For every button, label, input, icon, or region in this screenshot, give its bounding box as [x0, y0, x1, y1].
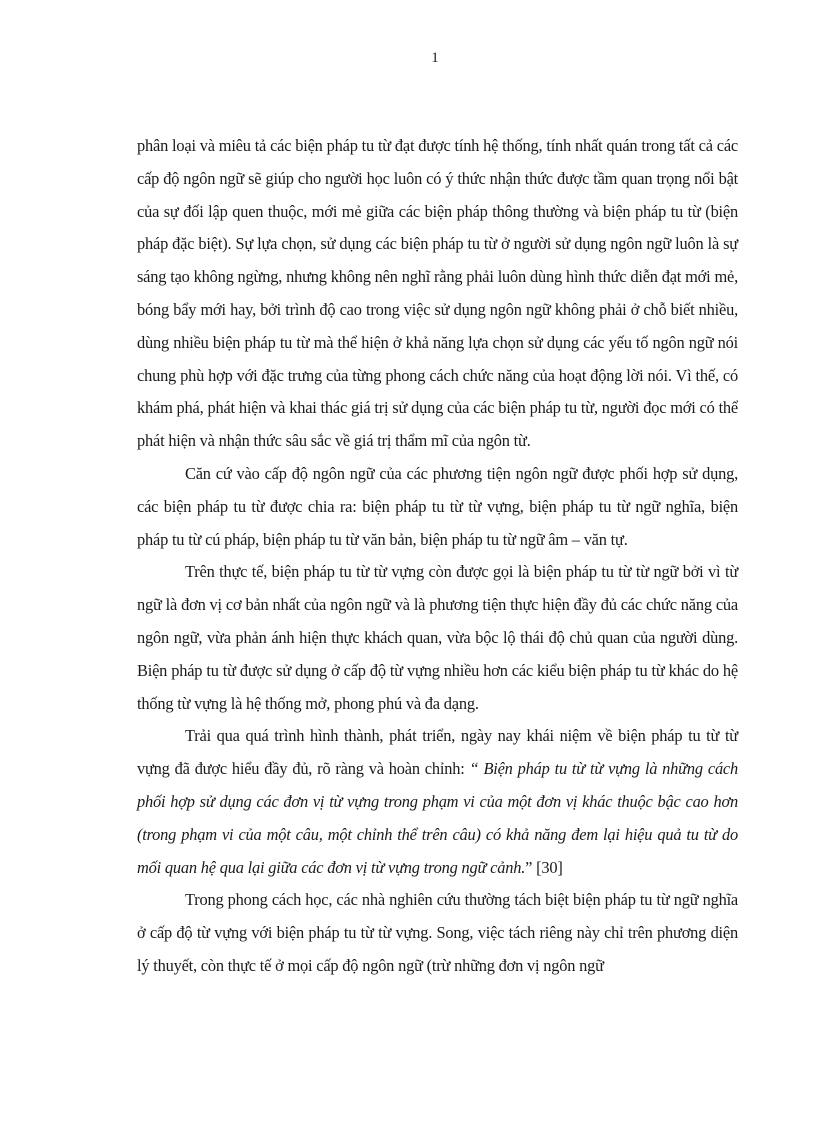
paragraph-4 — [137, 720, 738, 884]
paragraph-2: Căn cứ vào cấp độ ngôn ngữ của các phương tiện ngôn ngữ được phối hợp sử dụng, các biện pháp tu từ được chia ra: biện pháp tu từ từ vựng, biện pháp tu từ ngữ nghĩa, biện pháp tu từ cú pháp, biện pháp tu từ văn bản, biện pháp tu từ ngữ âm – văn tự. — [137, 463, 738, 549]
definition-quote: “ Biện pháp tu từ từ vựng là những cách phối hợp sử dụng các đơn vị từ vựng trong phạm vi của một đơn vị khác thuộc bậc cao hơn (trong phạm vi của một câu, một chỉnh thể trên câu) có khả năng đem lại hiệu quả tu từ do mối quan hệ qua lại giữa các đơn vị từ vựng trong ngữ cảnh. — [137, 759, 739, 877]
paragraph-3: Trên thực tế, biện pháp tu từ từ vựng còn được gọi là biện pháp tu từ từ ngữ bởi vì từ ngữ là đơn vị cơ bản nhất của ngôn ngữ và là phương tiện thực hiện đầy đủ các chức năng của ngôn ngữ, vừa phản ánh hiện thực khách quan, vừa bộc lộ thái độ chủ quan của người dùng. Biện pháp tu từ được sử dụng ở cấp độ từ vựng nhiều hơn các kiểu biện pháp tu từ khác do hệ thống từ vựng là hệ thống mở, phong phú và đa dạng. — [137, 562, 738, 713]
page-number: 1 — [431, 50, 439, 66]
paragraph-4-intro: Trải qua quá trình hình thành, phát triển, ngày nay khái niệm về biện pháp tu từ từ vựng đã được hiểu đầy đủ, rõ ràng và hoàn chỉnh: — [137, 726, 738, 779]
citation: ” [30] — [525, 857, 563, 877]
paragraph-1-continued: phân loại và miêu tả các biện pháp tu từ đạt được tính hệ thống, tính nhất quán trong tất cả các cấp độ ngôn ngữ sẽ giúp cho người học luôn có ý thức nhận thức được tầm quan trọng nổi bật của sự đối lập quen thuộc, mới mẻ giữa các biện pháp thông thường và biện pháp tu từ (biện pháp đặc biệt). Sự lựa chọn, sử dụng các biện pháp tu từ ở người sử dụng ngôn ngữ luôn là sự sáng tạo không ngừng, nhưng không nên nghĩ rằng phải luôn dùng hình thức diễn đạt mới mẻ, bóng bẩy mới hay, bởi trình độ cao trong việc sử dụng ngôn ngữ không phải ở chỗ biết nhiều, dùng nhiều biện pháp tu từ mà thể hiện ở khả năng lựa chọn sử dụng các yếu tố ngôn ngữ nói chung phù hợp với đặc trưng của từng phong cách chức năng của hoạt động lời nói. Vì thế, có khám phá, phát hiện và khai thác giá trị sử dụng của các biện pháp tu từ, người đọc mới có thể phát hiện và nhận thức sâu sắc về giá trị thẩm mĩ của ngôn từ. — [137, 136, 738, 451]
paragraph-5: Trong phong cách học, các nhà nghiên cứu thường tách biệt biện pháp tu từ ngữ nghĩa ở cấp độ từ vựng với biện pháp tu từ từ vựng. Song, việc tách riêng này chỉ trên phương diện lý thuyết, còn thực tế ở mọi cấp độ ngôn ngữ (trừ những đơn vị ngôn ngữ — [137, 890, 738, 975]
document-body — [137, 130, 738, 983]
